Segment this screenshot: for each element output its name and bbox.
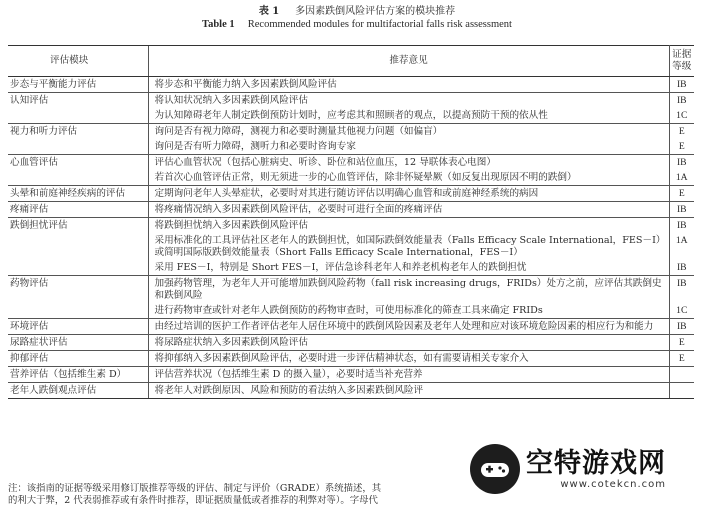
row-module: 尿路症状评估	[8, 335, 148, 351]
row-module: 老年人跌倒观点评估	[8, 383, 148, 399]
row-module: 认知评估	[8, 93, 148, 109]
row-recommendation: 加强药物管理，为老年人开可能增加跌倒风险药物（fall risk increasing drugs，FRIDs）处方之前，应评估其跌倒史和跌倒风险	[148, 276, 669, 304]
row-module	[8, 303, 148, 319]
row-module: 心血管评估	[8, 155, 148, 171]
row-recommendation: 将步态和平衡能力纳入多因素跌倒风险评估	[148, 77, 669, 93]
row-grade: E	[669, 186, 694, 202]
row-recommendation: 将抑郁纳入多因素跌倒风险评估，必要时进一步评估精神状态，如有需要请相关专家介入	[148, 351, 669, 367]
row-grade: 1A	[675, 171, 688, 183]
row-grade: E	[678, 140, 685, 152]
table-row	[8, 351, 694, 367]
row-recommendation: 为认知障碍老年人制定跌倒预防计划时，应考虑其和照顾者的观点，以提高预防干预的依从性	[148, 108, 669, 124]
row-module	[8, 108, 148, 124]
table-row	[8, 170, 694, 186]
table-row	[8, 93, 694, 109]
row-recommendation: 将疼痛情况纳入多因素跌倒风险评估，必要时可进行全面的疼痛评估	[148, 202, 669, 218]
table-row	[8, 335, 694, 351]
row-grade: IB	[676, 78, 687, 90]
row-grade	[669, 367, 694, 383]
table-row	[8, 260, 694, 276]
row-recommendation: 定期询问老年人头晕症状，必要时对其进行随访评估以明确心血管和或前庭神经系统的病因	[148, 186, 669, 202]
row-recommendation: 将认知状况纳入多因素跌倒风险评估	[148, 93, 669, 109]
table-caption	[0, 5, 714, 31]
footnote-line-2: 的利大于弊，2 代表弱推荐或有条件时推荐，即证据质量低或者推荐的利弊对等）。字母代	[8, 495, 378, 506]
caption-zh	[0, 5, 714, 18]
row-grade: IB	[669, 218, 694, 234]
row-recommendation: 询问是否有视力障碍，测视力和必要时测量其他视力问题（如偏盲）	[148, 124, 669, 140]
row-recommendation: 询问是否有听力障碍，测听力和必要时咨询专家	[148, 139, 669, 155]
row-module	[8, 170, 148, 186]
row-module: 步态与平衡能力评估	[10, 78, 97, 90]
table-row	[8, 233, 694, 260]
table-row	[8, 218, 694, 234]
watermark-title: 空特游戏网	[526, 447, 666, 479]
row-module: 头晕和前庭神经疾病的评估	[8, 186, 148, 202]
row-grade: E	[669, 124, 694, 140]
row-module: 疼痛评估	[8, 202, 148, 218]
footnote-line-1: 注：该指南的证据等级采用修订版推荐等级的评估、制定与评价（GRADE）系统描述，其	[8, 483, 382, 494]
row-grade: IB	[669, 93, 694, 109]
caption-en-title: Recommended modules for multifactorial falls risk assessment	[247, 19, 512, 30]
row-module: 抑郁评估	[8, 351, 148, 367]
row-grade: E	[669, 351, 694, 367]
row-recommendation: 采用标准化的工具评估社区老年人的跌倒担忧，如国际跌倒效能量表（Falls Efficacy Scale International，FES－Ⅰ）或简明国际版跌倒效能量表（Short Falls Efficacy Scale International，FES－Ⅰ）	[148, 233, 669, 260]
table-row	[8, 77, 694, 93]
table-row	[8, 155, 694, 171]
row-recommendation: 评估营养状况（包括维生素 D 的摄入量），必要时适当补充营养	[148, 367, 669, 383]
caption-en	[0, 18, 714, 31]
row-recommendation: 将尿路症状纳入多因素跌倒风险评估	[148, 335, 669, 351]
row-grade: IB	[669, 276, 694, 304]
row-grade: 1C	[676, 304, 688, 316]
table-row	[8, 383, 694, 399]
row-grade	[669, 383, 694, 399]
row-grade: IB	[669, 202, 694, 218]
watermark	[470, 439, 710, 499]
table-header-row	[8, 46, 694, 77]
row-module: 环境评估	[8, 319, 148, 335]
row-recommendation: 评估心血管状况（包括心脏病史、听诊、卧位和站位血压，12 导联体表心电图）	[148, 155, 669, 171]
row-grade: IB	[669, 319, 694, 335]
row-module	[8, 233, 148, 260]
row-module: 营养评估（包括维生素 D）	[8, 367, 148, 383]
row-grade: IB	[669, 155, 694, 171]
row-recommendation: 采用 FES－Ⅰ，特别是 Short FES－Ⅰ，评估急诊科老年人和养老机构老年人的跌倒担忧	[148, 260, 669, 276]
row-module	[8, 139, 148, 155]
watermark-url: www.cotekcn.com	[560, 478, 666, 490]
recommendations-table	[8, 45, 694, 399]
table-row	[8, 139, 694, 155]
table-row	[8, 276, 694, 304]
table-row	[8, 367, 694, 383]
row-grade: E	[669, 335, 694, 351]
table-row	[8, 108, 694, 124]
table-row	[8, 186, 694, 202]
table-body	[8, 77, 694, 399]
table-row	[8, 202, 694, 218]
row-recommendation: 由经过培训的医护工作者评估老年人居住环境中的跌倒风险因素及老年人处理和应对该环境危险因素的相应行为和能力	[148, 319, 669, 335]
caption-zh-label: 表 1	[258, 6, 280, 17]
row-grade: 1A	[675, 234, 688, 246]
row-recommendation: 将跌倒担忧纳入多因素跌倒风险评估	[148, 218, 669, 234]
row-grade: IB	[676, 261, 687, 273]
header-recommendation: 推荐意见	[148, 46, 669, 77]
caption-en-label: Table 1	[202, 19, 235, 30]
row-module: 视力和听力评估	[8, 124, 148, 140]
row-grade: 1C	[676, 109, 688, 121]
row-module	[8, 260, 148, 276]
caption-zh-title: 多因素跌倒风险评估方案的模块推荐	[295, 6, 456, 17]
controller-logo-icon	[470, 444, 520, 494]
row-recommendation: 若首次心血管评估正常，则无须进一步的心血管评估，除非怀疑晕厥（如反复出现原因不明的跌倒）	[148, 170, 669, 186]
table-row	[8, 319, 694, 335]
row-module: 跌倒担忧评估	[8, 218, 148, 234]
header-grade: 证据等级	[669, 46, 694, 77]
header-module: 评估模块	[8, 46, 148, 77]
row-module: 药物评估	[8, 276, 148, 304]
table-row	[8, 303, 694, 319]
row-recommendation: 进行药物审查或针对老年人跌倒预防的药物审查时，可使用标准化的筛查工具来确定 FRIDs	[148, 303, 669, 319]
table-row	[8, 124, 694, 140]
row-recommendation: 将老年人对跌倒原因、风险和预防的看法纳入多因素跌倒风险评	[148, 383, 669, 399]
